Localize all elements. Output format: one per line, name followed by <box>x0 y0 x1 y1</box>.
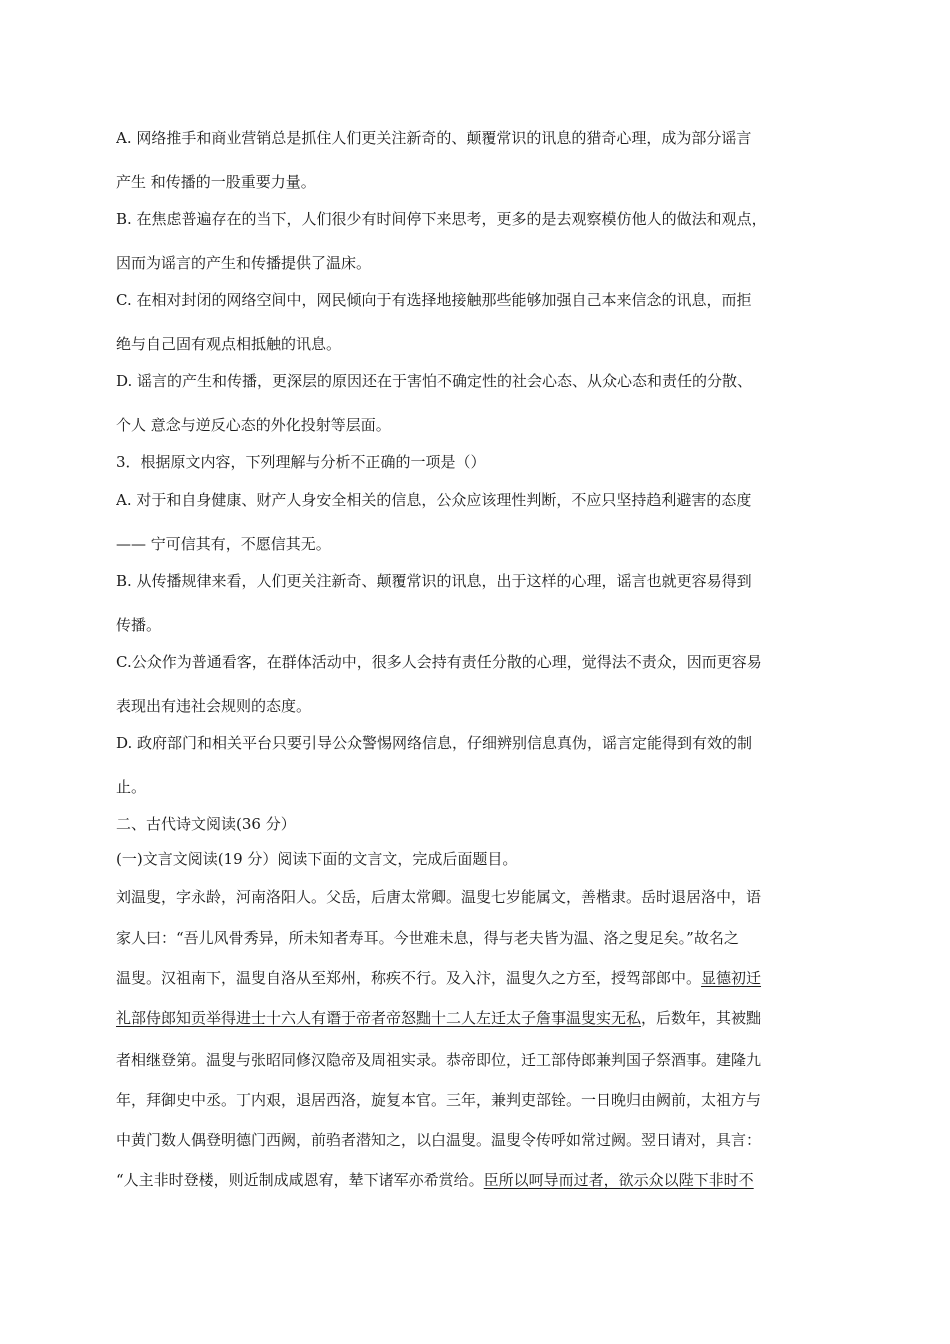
subsection-heading: (一)文言文阅读(19 分）阅读下面的文言文，完成后面题目。 <box>116 850 518 868</box>
text-line: 温叟。汉祖南下，温叟自洛从至郑州，称疾不行。及入汴，温叟久之方至，授驾部郎中。显德初迁 <box>116 969 762 987</box>
text-line: 中黄门数人偶登明德门西阙，前驺者潜知之，以白温叟。温叟令传呼如常过阙。翌日请对，具言： <box>116 1131 762 1149</box>
text-line: D. 政府部门和相关平台只要引导公众警惕网络信息，仔细辨别信息真伪，谣言定能得到有效的制 <box>116 734 753 752</box>
text-line: 传播。 <box>116 616 162 634</box>
section-heading: 二、古代诗文阅读(36 分） <box>116 815 296 833</box>
text-line: A. 网络推手和商业营销总是抓住人们更关注新奇的、颠覆常识的讯息的猎奇心理，成为部分谣言 <box>116 129 752 147</box>
text-line: 个人 意念与逆反心态的外化投射等层面。 <box>116 416 391 434</box>
text-line: A. 对于和自身健康、财产人身安全相关的信息，公众应该理性判断，不应只坚持趋利避害的态度 <box>116 491 752 509</box>
question-heading: 3．根据原文内容，下列理解与分析不正确的一项是（） <box>116 453 486 471</box>
text-line: 年，拜御史中丞。丁内艰，退居西洛，旋复本官。三年，兼判吏部铨。一日晚归由阙前，太祖方与 <box>116 1091 762 1109</box>
text-line: 家人曰：“吾儿风骨秀异，所未知者寿耳。今世难未息，得与老夫皆为温、洛之叟足矣。”故名之 <box>116 929 739 947</box>
text-line: B. 从传播规律来看，人们更关注新奇、颠覆常识的讯息，出于这样的心理，谣言也就更容易得到 <box>116 572 752 590</box>
text-line: 者相继登第。温叟与张昭同修汉隐帝及周祖实录。恭帝即位，迁工部侍郎兼判国子祭酒事。建隆九 <box>116 1051 762 1069</box>
text-line: “人主非时登楼，则近制成咸恩宥，辇下诸军亦希赏给。臣所以呵导而过者，欲示众以陛下非时不 <box>116 1171 754 1189</box>
text-line: 刘温叟，字永龄，河南洛阳人。父岳，后唐太常卿。温叟七岁能属文，善楷隶。岳时退居洛中，语 <box>116 888 762 906</box>
text-line: 礼部侍郎知贡举得进士十六人有谮于帝者帝怒黜十二人左迁太子詹事温叟实无私，后数年，其被黜 <box>116 1009 762 1027</box>
text-line: D. 谣言的产生和传播，更深层的原因还在于害怕不确定性的社会心态、从众心态和责任的分散、 <box>116 372 753 390</box>
text-line: C.公众作为普通看客，在群体活动中，很多人会持有责任分散的心理，觉得法不责众，因而更容易 <box>116 653 762 671</box>
text-line: —— 宁可信其有，不愿信其无。 <box>116 535 331 553</box>
underlined-text: 显德初迁 <box>701 969 762 987</box>
underlined-text: 礼部侍郎知贡举得进士十六人有谮于帝者帝怒黜十二人左迁太子詹事温叟实无私 <box>116 1009 642 1027</box>
text-line: 止。 <box>116 778 147 796</box>
text-line: C. 在相对封闭的网络空间中，网民倾向于有选择地接触那些能够加强自己本来信念的讯息，而拒 <box>116 291 752 309</box>
underlined-text: 臣所以呵导而过者，欲示众以陛下非时不 <box>483 1171 754 1189</box>
text-line: 因而为谣言的产生和传播提供了温床。 <box>116 254 372 272</box>
text-line: 表现出有违社会规则的态度。 <box>116 697 312 715</box>
text-line: 产生 和传播的一股重要力量。 <box>116 173 316 191</box>
text-line: B. 在焦虑普遍存在的当下，人们很少有时间停下来思考，更多的是去观察模仿他人的做法和观点， <box>116 210 767 228</box>
text-line: 绝与自己固有观点相抵触的讯息。 <box>116 335 342 353</box>
